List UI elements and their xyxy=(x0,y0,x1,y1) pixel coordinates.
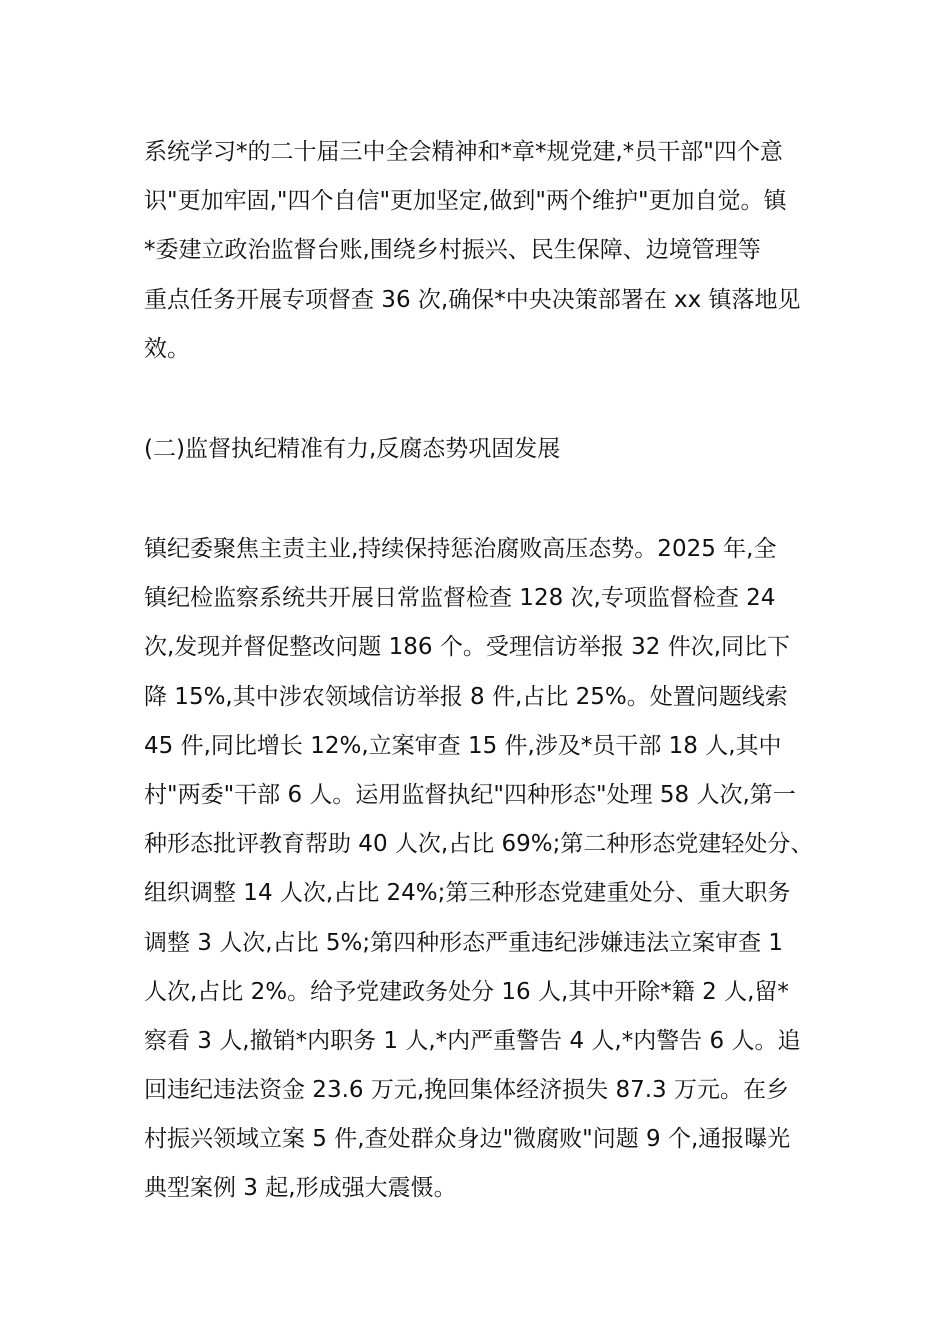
paragraph-line: 重点任务开展专项督查 36 次,确保*中央决策部署在 xx 镇落地见 xyxy=(144,286,801,313)
paragraph-line: 村振兴领域立案 5 件,查处群众身边"微腐败"问题 9 个,通报曝光 xyxy=(144,1126,791,1153)
paragraph-line: 回违纪违法资金 23.6 万元,挽回集体经济损失 87.3 万元。在乡 xyxy=(144,1077,789,1104)
paragraph-line: 次,发现并督促整改问题 186 个。受理信访举报 32 件次,同比下 xyxy=(144,634,791,661)
paragraph-line: 人次,占比 2%。给予党建政务处分 16 人,其中开除*籍 2 人,留* xyxy=(144,978,789,1005)
paragraph-line: 典型案例 3 起,形成强大震慑。 xyxy=(144,1175,457,1202)
section-heading-text: (二)监督执纪精准有力,反腐态势巩固发展 xyxy=(144,436,561,462)
paragraph-line: 降 15%,其中涉农领域信访举报 8 件,占比 25%。处置问题线索 xyxy=(144,683,788,710)
paragraph-political-study xyxy=(144,128,814,374)
paragraph-line: 种形态批评教育帮助 40 人次,占比 69%;第二种形态党建轻处分、 xyxy=(144,831,814,858)
paragraph-line: 镇纪委聚焦主责主业,持续保持惩治腐败高压态势。2025 年,全 xyxy=(144,536,777,562)
paragraph-line: 察看 3 人,撤销*内职务 1 人,*内严重警告 4 人,*内警告 6 人。追 xyxy=(144,1027,801,1054)
paragraph-line: *委建立政治监督台账,围绕乡村振兴、民生保障、边境管理等 xyxy=(144,237,761,264)
paragraph-line: 调整 3 人次,占比 5%;第四种形态严重违纪涉嫌违法立案审查 1 xyxy=(144,929,784,956)
paragraph-line: 系统学习*的二十届三中全会精神和*章*规党建,*员干部"四个意 xyxy=(144,139,783,165)
paragraph-line: 45 件,同比增长 12%,立案审查 15 件,涉及*员干部 18 人,其中 xyxy=(144,732,782,759)
paragraph-line: 镇纪检监察系统共开展日常监督检查 128 次,专项监督检查 24 xyxy=(144,585,776,612)
paragraph-line: 村"两委"干部 6 人。运用监督执纪"四种形态"处理 58 人次,第一 xyxy=(144,781,796,808)
paragraph-line: 效。 xyxy=(144,335,190,362)
section-heading xyxy=(144,425,814,474)
paragraph-line: 识"更加牢固,"四个自信"更加坚定,做到"两个维护"更加自觉。镇 xyxy=(144,188,787,215)
paragraph-supervision-results xyxy=(144,525,814,1214)
paragraph-line: 组织调整 14 人次,占比 24%;第三种形态党建重处分、重大职务 xyxy=(144,880,791,907)
